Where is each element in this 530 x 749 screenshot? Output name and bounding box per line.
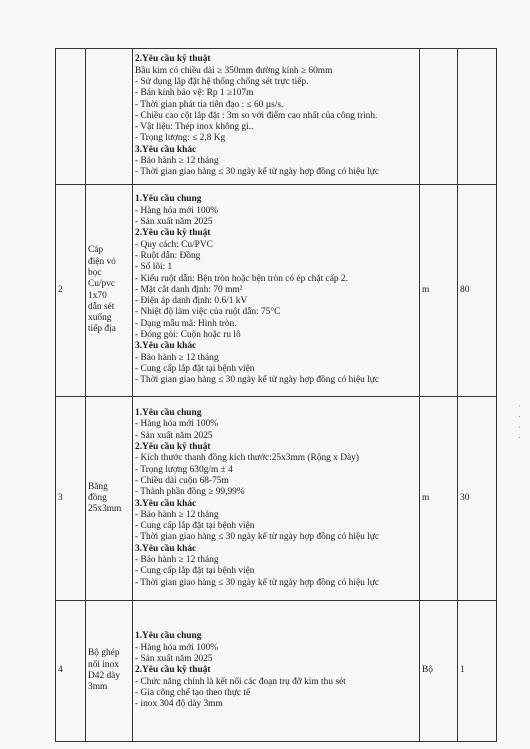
item-number: 4 [56,601,86,742]
requirement-line: - Bảo hành ≥ 12 tháng [135,554,219,565]
requirement-heading: 1.Yêu cầu chung [135,194,202,205]
requirement-heading: 2.Yêu cầu kỹ thuật [135,228,211,239]
specification-table [55,48,497,742]
requirement-line: - Gia công chế tạo theo thực tế [135,687,251,698]
item-number: 3 [56,397,86,601]
requirement-line: - Thời gian giao hàng ≤ 30 ngày kể từ ngày hợp đồng có hiệu lực [135,577,380,588]
item-number [56,49,86,185]
requirement-heading: 3.Yêu cầu khác [135,543,197,554]
requirement-line: - Số lõi: 1 [135,262,173,273]
table-row [56,49,497,185]
requirement-heading: 2.Yêu cầu kỹ thuật [135,442,211,453]
item-requirements [133,49,420,185]
item-name-line: 3mm [88,682,108,693]
item-name [86,49,133,185]
requirement-heading: 3.Yêu cầu khác [135,144,197,155]
requirement-line: - Sản xuất năm 2025 [135,217,213,228]
item-name-line: Bộ ghép [88,648,120,659]
table-row [56,601,497,742]
requirement-heading: 1.Yêu cầu chung [135,408,202,419]
item-unit: Bộ [420,601,458,742]
requirement-heading: 2.Yêu cầu kỹ thuật [135,54,211,65]
requirement-line: - Nhiệt độ làm việc của ruột dẫn: 75°C [135,307,281,318]
item-name [86,397,133,601]
requirement-line: - inox 304 độ dày 3mm [135,699,223,710]
margin-mark: · · · · [515,405,523,442]
requirement-line: - Kiểu ruột dẫn: Bện tròn hoặc bện tròn có ép chặt cấp 2. [135,273,348,284]
requirement-line: - Bảo hành ≥ 12 tháng [135,352,219,363]
item-quantity: 1 [458,601,497,742]
requirement-line: - Quy cách: Cu/PVC [135,239,213,250]
requirement-line: - Chức năng chính là kết nối các đoạn trụ đỡ kim thu sét [135,676,346,687]
item-unit: m [420,185,458,397]
requirement-heading: 3.Yêu cầu khác [135,341,197,352]
requirement-line: - Sản xuất năm 2025 [135,430,213,441]
item-requirements [133,185,420,397]
requirement-line: - Thời gian giao hàng ≤ 30 ngày kể từ ngày hợp đồng có hiệu lực [135,375,380,386]
requirement-line: - Đóng gói: Cuộn hoặc ru lô [135,330,241,341]
requirement-line: - Bán kính bảo vệ: Rp 1 ≥107m [135,88,254,99]
item-name [86,601,133,742]
requirement-line: - Thời gian phát tia tiên đạo : ≤ 60 µs/s. [135,99,284,110]
requirement-line: - Bảo hành ≥ 12 tháng [135,509,219,520]
requirement-line: - Chiều cao cột lắp đặt : 3m so với điểm cao nhất của công trình. [135,110,378,121]
requirement-line: - Sử dụng lắp đặt hệ thống chống sét trực tiếp. [135,76,309,87]
item-name-line: D42 dày [88,671,121,681]
requirement-line: - Vật liệu: Thép inox không gỉ.. [135,122,254,133]
requirement-line: - Trọng lượng 630g/m ± 4 [135,464,233,475]
item-name [86,185,133,397]
requirement-line: - Ruột dẫn: Đồng [135,250,201,261]
item-name-line: dẫn sét [88,301,115,312]
requirement-heading: 2.Yêu cầu kỹ thuật [135,665,211,676]
item-name-line: điện vỏ [88,256,116,267]
requirement-line: - Thời gian giao hàng ≤ 30 ngày kể từ ngày hợp đồng có hiệu lực [135,532,380,543]
requirement-line: - Sản xuất năm 2025 [135,654,213,665]
item-name-line: đồng [88,492,107,503]
item-quantity [458,49,497,185]
requirement-line: - Kích thước thanh đồng kích thước:25x3mm (Rộng x Dày) [135,453,359,464]
item-unit [420,49,458,185]
table-row [56,397,497,601]
item-name-line: Băng [88,481,108,492]
requirement-line: - Trọng lượng: ≤ 2,8 Kg [135,133,226,144]
item-requirements [133,397,420,601]
item-quantity: 80 [458,185,497,397]
requirement-line: - Bảo hành ≥ 12 tháng [135,156,219,167]
table-row [56,185,497,397]
requirement-line: - Mặt cắt danh định: 70 mm² [135,284,243,295]
requirement-line: - Cung cấp lắp đặt tại bệnh viện [135,363,255,374]
item-unit: m [420,397,458,601]
requirement-line: - Cung cấp lắp đặt tại bệnh viện [135,521,255,532]
table-body [56,49,497,742]
item-quantity: 30 [458,397,497,601]
item-name-line: tiếp địa [88,324,116,335]
item-name-line: 25x3mm [88,504,122,515]
item-requirements [133,601,420,742]
item-name-line: Cáp [88,245,104,256]
item-name-line: Cu/pvc [88,279,116,290]
requirement-line: Bầu kim có chiều dài ≥ 350mm đường kính ≥ 60mm [135,65,333,76]
requirement-line: - Hàng hóa mới 100% [135,642,219,653]
requirement-heading: 3.Yêu cầu khác [135,498,197,509]
requirement-line: - Hàng hóa mới 100% [135,205,219,216]
requirement-line: - Thành phần đồng ≥ 99,99% [135,487,245,498]
requirement-line: - Cung cấp lắp đặt tại bệnh viện [135,566,255,577]
requirement-line: - Thời gian giao hàng ≤ 30 ngày kể từ ngày hợp đồng có hiệu lực [135,167,380,178]
item-name-line: 1x70 [88,290,107,301]
item-name-line: xuống [88,313,112,324]
requirement-line: - Dạng mẫu mã: Hình tròn. [135,318,237,329]
item-number: 2 [56,185,86,397]
item-name-line: nối inox [88,659,119,670]
requirement-line: - Điện áp danh định: 0.6/1 kV [135,296,248,307]
requirement-line: - Chiều dài cuộn 68-75m [135,475,229,486]
item-name-line: bọc [88,267,102,278]
requirement-heading: 1.Yêu cầu chung [135,631,202,642]
requirement-line: - Hàng hóa mới 100% [135,419,219,430]
